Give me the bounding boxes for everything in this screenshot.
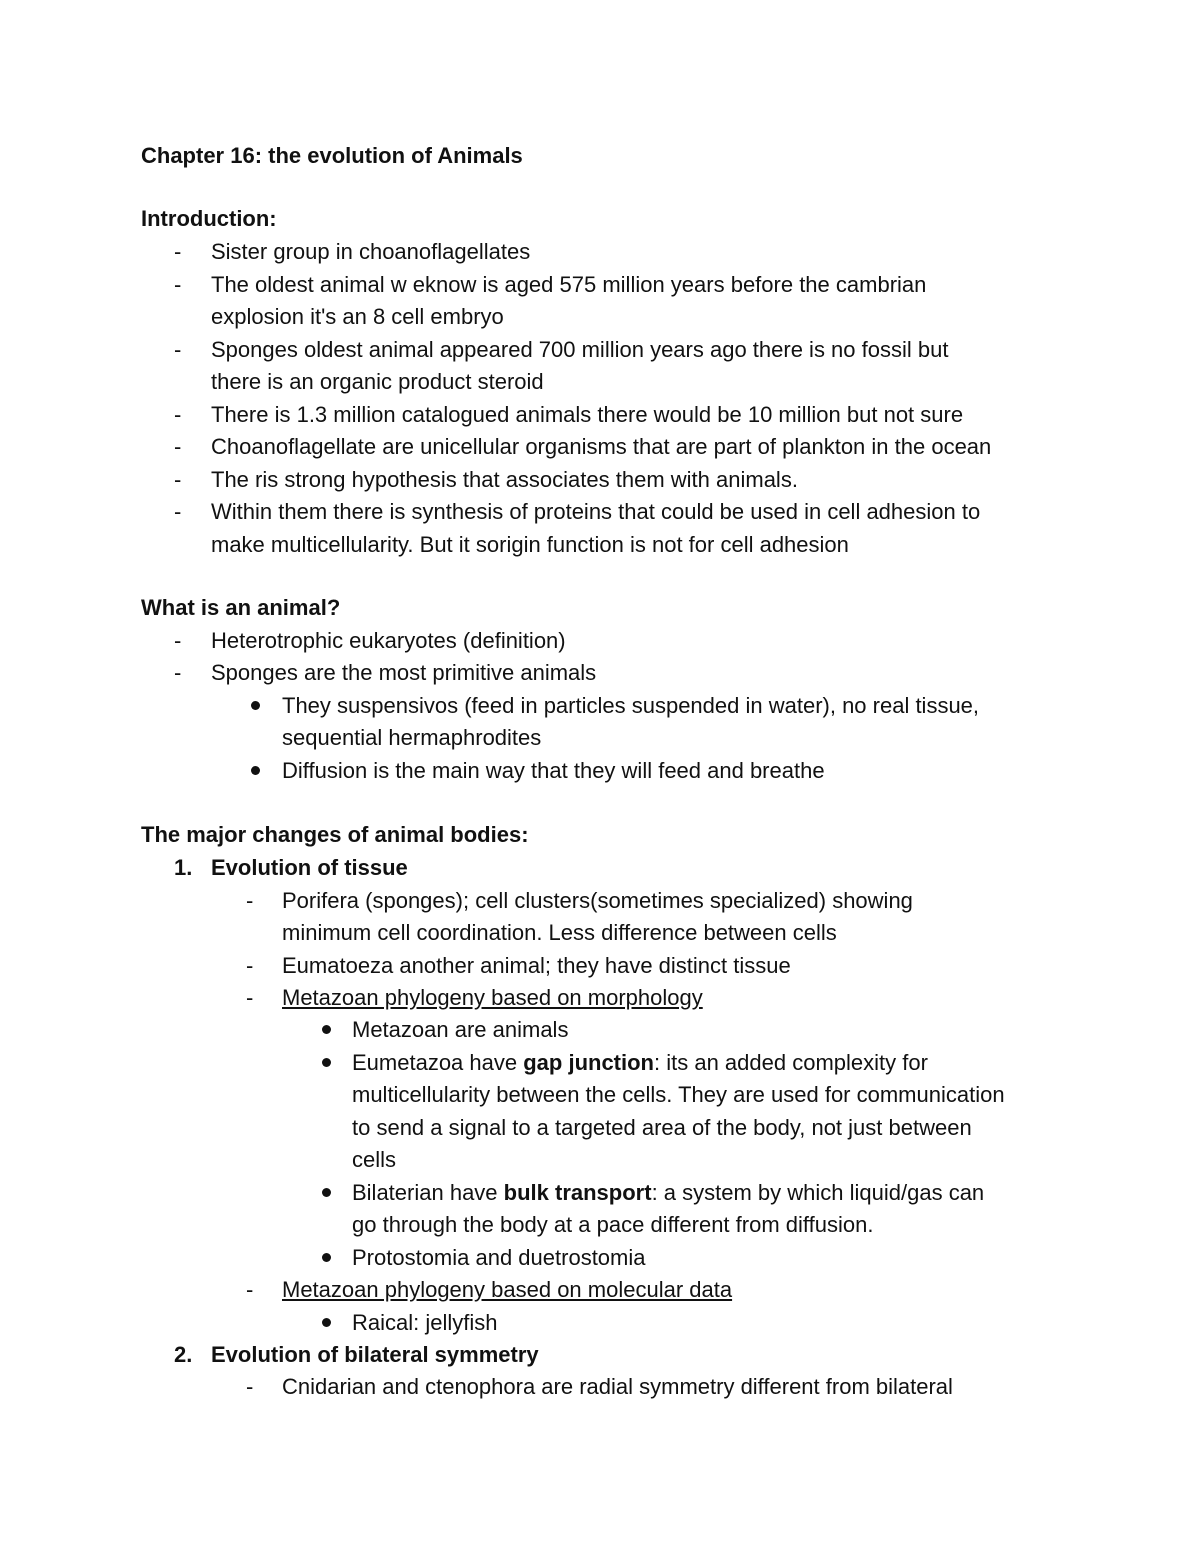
list-item: The oldest animal w eknow is aged 575 million years before the cambrian	[211, 272, 927, 297]
bullet-item	[352, 1049, 928, 1077]
list-item-continuation: minimum cell coordination. Less difference between cells	[282, 920, 837, 945]
bullet-item: Raical: jellyfish	[352, 1310, 498, 1335]
list-item-continuation: there is an organic product steroid	[211, 369, 544, 394]
bullet-item: Protostomia and duetrostomia	[352, 1245, 646, 1270]
bullet-item: Diffusion is the main way that they will feed and breathe	[282, 758, 825, 783]
bullet-dot	[322, 1188, 331, 1197]
bullet-text: Bilaterian have	[352, 1180, 504, 1205]
list-dash: -	[174, 628, 182, 653]
numbered-marker: 1.	[174, 855, 193, 880]
bullet-item-continuation: sequential hermaphrodites	[282, 725, 542, 750]
subsection-title-bilateral-symmetry: Evolution of bilateral symmetry	[211, 1342, 539, 1367]
section-heading-major-changes: The major changes of animal bodies:	[141, 822, 529, 847]
bullet-item-continuation: go through the body at a pace different from diffusion.	[352, 1212, 874, 1237]
list-item-continuation: explosion it's an 8 cell embryo	[211, 304, 504, 329]
bullet-dot	[322, 1253, 331, 1262]
bullet-dot	[322, 1058, 331, 1067]
bullet-dot	[251, 701, 260, 710]
list-dash: -	[246, 888, 254, 913]
list-item: The ris strong hypothesis that associates them with animals.	[211, 467, 798, 492]
underlined-subheading-morphology: Metazoan phylogeny based on morphology	[282, 985, 703, 1010]
list-dash: -	[246, 1277, 254, 1302]
list-item: Choanoflagellate are unicellular organisms that are part of plankton in the ocean	[211, 434, 992, 459]
bullet-item	[352, 1179, 984, 1207]
list-dash: -	[174, 434, 182, 459]
bullet-dot	[322, 1025, 331, 1034]
bullet-text: Eumetazoa have	[352, 1050, 524, 1075]
list-item: Cnidarian and ctenophora are radial symmetry different from bilateral	[282, 1374, 953, 1399]
list-dash: -	[174, 272, 182, 297]
section-heading-what-is-an-animal: What is an animal?	[141, 595, 341, 620]
bullet-item-continuation: to send a signal to a targeted area of the body, not just between	[352, 1115, 972, 1140]
list-dash: -	[174, 467, 182, 492]
bullet-dot	[322, 1318, 331, 1327]
list-item: Within them there is synthesis of proteins that could be used in cell adhesion to	[211, 499, 981, 524]
list-dash: -	[174, 337, 182, 362]
list-dash: -	[174, 239, 182, 264]
bullet-item-continuation: multicellularity between the cells. They are used for communication	[352, 1082, 1005, 1107]
list-item: There is 1.3 million catalogued animals there would be 10 million but not sure	[211, 402, 964, 427]
list-dash: -	[174, 499, 182, 524]
bullet-text: : its an added complexity for	[654, 1050, 928, 1075]
bold-term-bulk-transport: bulk transport	[503, 1180, 652, 1205]
list-dash: -	[174, 402, 182, 427]
bullet-item: They suspensivos (feed in particles suspended in water), no real tissue,	[282, 693, 980, 718]
bold-term-gap-junction: gap junction	[523, 1050, 654, 1075]
list-item: Sister group in choanoflagellates	[211, 239, 531, 264]
bullet-item: Metazoan are animals	[352, 1017, 569, 1042]
list-dash: -	[246, 1374, 254, 1399]
underlined-subheading-molecular: Metazoan phylogeny based on molecular data	[282, 1277, 733, 1302]
section-heading-introduction: Introduction:	[141, 206, 277, 231]
list-item: Eumatoeza another animal; they have distinct tissue	[282, 953, 791, 978]
list-item: Sponges are the most primitive animals	[211, 660, 597, 685]
bullet-item-continuation: cells	[352, 1147, 397, 1172]
page-title: Chapter 16: the evolution of Animals	[141, 143, 523, 168]
subsection-title-evolution-of-tissue: Evolution of tissue	[211, 855, 408, 880]
list-item: Sponges oldest animal appeared 700 million years ago there is no fossil but	[211, 337, 949, 362]
list-dash: -	[174, 660, 182, 685]
list-dash: -	[246, 953, 254, 978]
list-item: Porifera (sponges); cell clusters(sometimes specialized) showing	[282, 888, 913, 913]
bullet-dot	[251, 766, 260, 775]
list-item: Heterotrophic eukaryotes (definition)	[211, 628, 566, 653]
list-dash: -	[246, 985, 254, 1010]
bullet-text: : a system by which liquid/gas can	[651, 1180, 985, 1205]
list-item-continuation: make multicellularity. But it sorigin function is not for cell adhesion	[211, 532, 849, 557]
numbered-marker: 2.	[174, 1342, 193, 1367]
